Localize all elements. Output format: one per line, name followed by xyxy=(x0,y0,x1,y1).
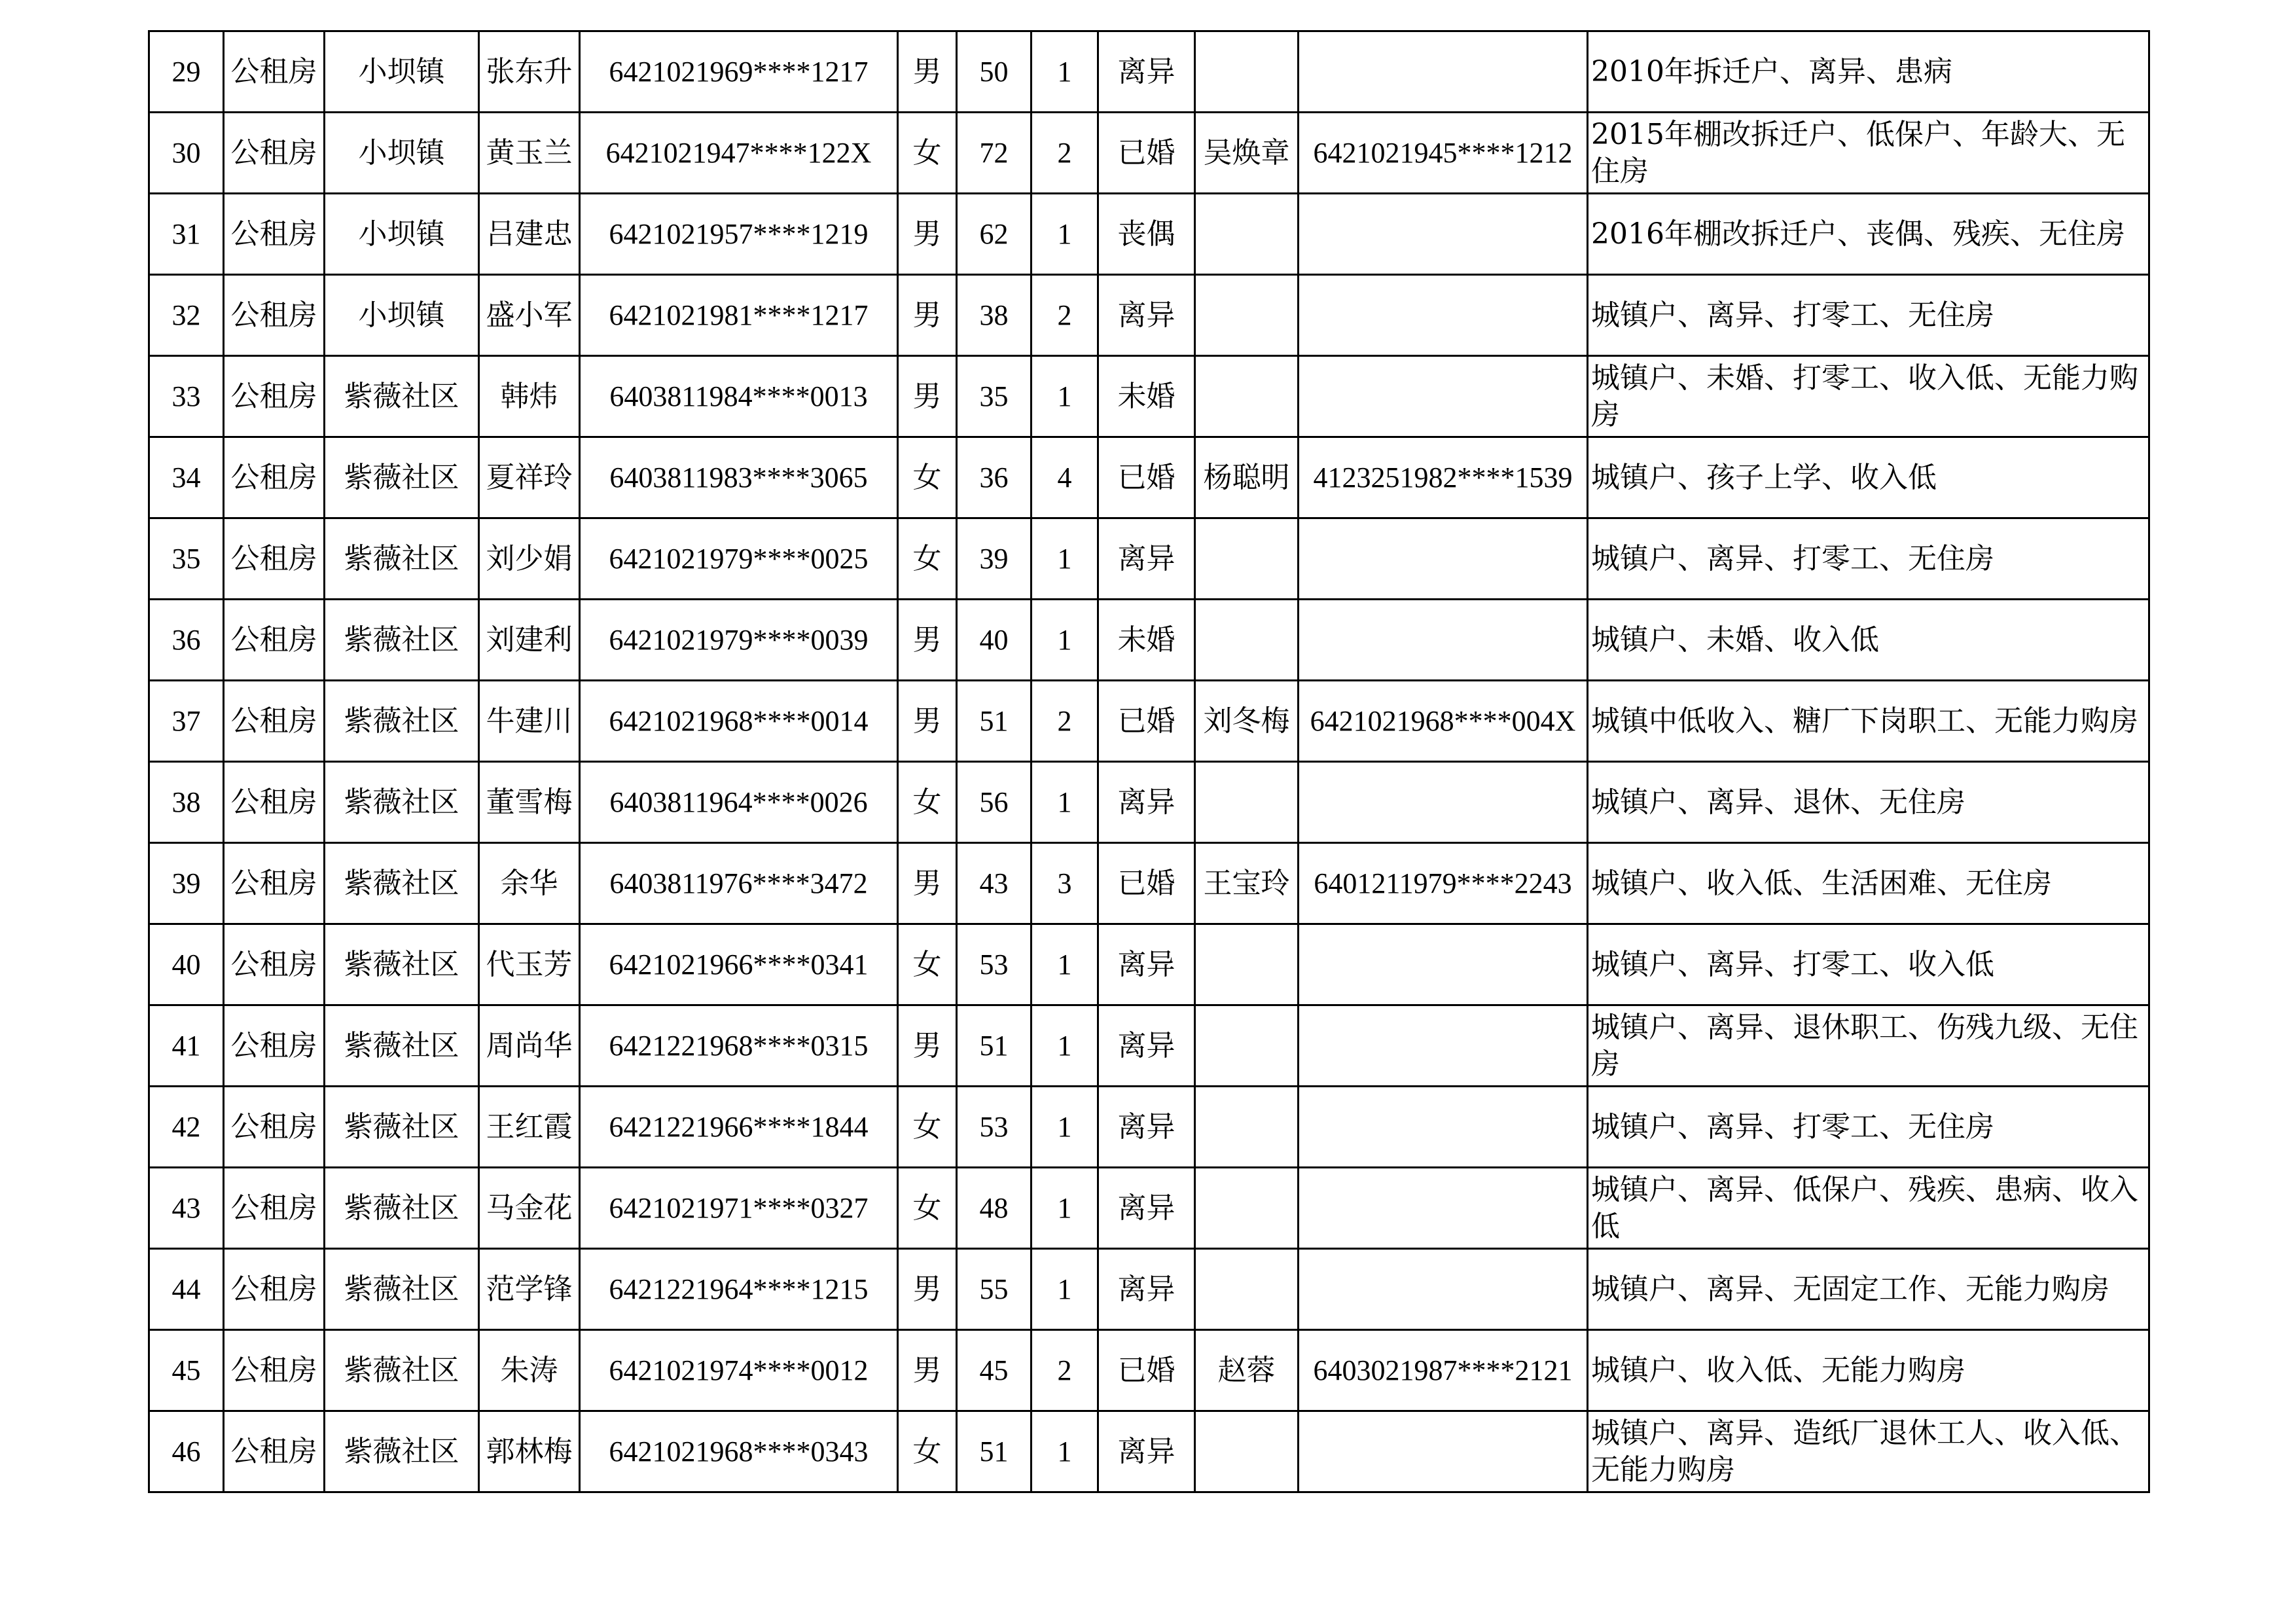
housing-type-cell: 公租房 xyxy=(224,113,325,194)
applicant-id-cell: 6421021971****0327 xyxy=(580,1168,898,1249)
housing-type-cell: 公租房 xyxy=(224,1087,325,1168)
gender-cell: 男 xyxy=(898,275,957,356)
row-number-cell: 30 xyxy=(149,113,224,194)
spouse-id-cell xyxy=(1299,31,1588,113)
applicant-id-cell: 6421021979****0039 xyxy=(580,600,898,681)
spouse-id-cell: 6401211979****2243 xyxy=(1299,843,1588,924)
table-row xyxy=(149,1249,2149,1330)
row-number-cell: 33 xyxy=(149,356,224,437)
household-size-cell: 1 xyxy=(1031,1411,1098,1492)
spouse-id-cell: 4123251982****1539 xyxy=(1299,437,1588,518)
remarks-cell: 城镇户、孩子上学、收入低 xyxy=(1588,437,2149,518)
gender-cell: 男 xyxy=(898,1330,957,1411)
gender-cell: 男 xyxy=(898,843,957,924)
age-cell: 56 xyxy=(957,762,1031,843)
applicant-id-cell: 6403811983****3065 xyxy=(580,437,898,518)
table-row xyxy=(149,600,2149,681)
applicant-name-cell: 王红霞 xyxy=(479,1087,580,1168)
table-row xyxy=(149,1411,2149,1492)
household-size-cell: 1 xyxy=(1031,1168,1098,1249)
applicant-id-cell: 6421221964****1215 xyxy=(580,1249,898,1330)
applicant-id-cell: 6421021974****0012 xyxy=(580,1330,898,1411)
applicant-name-cell: 马金花 xyxy=(479,1168,580,1249)
row-number-cell: 34 xyxy=(149,437,224,518)
spouse-name-cell xyxy=(1195,31,1299,113)
age-cell: 53 xyxy=(957,924,1031,1005)
area-cell: 紫薇社区 xyxy=(325,1411,479,1492)
household-size-cell: 1 xyxy=(1031,356,1098,437)
remarks-cell: 2015年棚改拆迁户、低保户、年龄大、无住房 xyxy=(1588,113,2149,194)
area-cell: 小坝镇 xyxy=(325,113,479,194)
table-row xyxy=(149,1005,2149,1087)
housing-type-cell: 公租房 xyxy=(224,1168,325,1249)
housing-type-cell: 公租房 xyxy=(224,681,325,762)
table-row xyxy=(149,31,2149,113)
remarks-cell: 城镇户、离异、退休职工、伤残九级、无住房 xyxy=(1588,1005,2149,1087)
marital-status-cell: 丧偶 xyxy=(1098,194,1195,275)
applicant-name-cell: 张东升 xyxy=(479,31,580,113)
table-row xyxy=(149,356,2149,437)
area-cell: 小坝镇 xyxy=(325,194,479,275)
household-size-cell: 1 xyxy=(1031,518,1098,600)
applicant-id-cell: 6421021968****0343 xyxy=(580,1411,898,1492)
gender-cell: 女 xyxy=(898,1087,957,1168)
remarks-cell: 城镇户、离异、造纸厂退休工人、收入低、无能力购房 xyxy=(1588,1411,2149,1492)
gender-cell: 男 xyxy=(898,194,957,275)
row-number-cell: 41 xyxy=(149,1005,224,1087)
gender-cell: 女 xyxy=(898,924,957,1005)
marital-status-cell: 已婚 xyxy=(1098,113,1195,194)
household-size-cell: 1 xyxy=(1031,600,1098,681)
household-size-cell: 2 xyxy=(1031,681,1098,762)
marital-status-cell: 已婚 xyxy=(1098,681,1195,762)
table-row xyxy=(149,1330,2149,1411)
applicant-id-cell: 6421021947****122X xyxy=(580,113,898,194)
row-number-cell: 44 xyxy=(149,1249,224,1330)
marital-status-cell: 离异 xyxy=(1098,924,1195,1005)
spouse-id-cell xyxy=(1299,1249,1588,1330)
household-size-cell: 1 xyxy=(1031,1005,1098,1087)
applicant-id-cell: 6421021969****1217 xyxy=(580,31,898,113)
gender-cell: 男 xyxy=(898,1005,957,1087)
gender-cell: 男 xyxy=(898,600,957,681)
household-size-cell: 1 xyxy=(1031,194,1098,275)
household-size-cell: 1 xyxy=(1031,1087,1098,1168)
table-row xyxy=(149,275,2149,356)
marital-status-cell: 离异 xyxy=(1098,275,1195,356)
row-number-cell: 45 xyxy=(149,1330,224,1411)
marital-status-cell: 离异 xyxy=(1098,1168,1195,1249)
housing-type-cell: 公租房 xyxy=(224,1411,325,1492)
remarks-cell: 城镇中低收入、糖厂下岗职工、无能力购房 xyxy=(1588,681,2149,762)
gender-cell: 男 xyxy=(898,356,957,437)
remarks-cell: 城镇户、收入低、无能力购房 xyxy=(1588,1330,2149,1411)
area-cell: 紫薇社区 xyxy=(325,518,479,600)
remarks-cell: 城镇户、离异、退休、无住房 xyxy=(1588,762,2149,843)
gender-cell: 女 xyxy=(898,437,957,518)
housing-type-cell: 公租房 xyxy=(224,1330,325,1411)
row-number-cell: 40 xyxy=(149,924,224,1005)
marital-status-cell: 离异 xyxy=(1098,1411,1195,1492)
applicant-id-cell: 6421021981****1217 xyxy=(580,275,898,356)
applicant-name-cell: 代玉芳 xyxy=(479,924,580,1005)
age-cell: 55 xyxy=(957,1249,1031,1330)
spouse-id-cell xyxy=(1299,1005,1588,1087)
age-cell: 45 xyxy=(957,1330,1031,1411)
household-size-cell: 2 xyxy=(1031,113,1098,194)
gender-cell: 女 xyxy=(898,518,957,600)
applicant-name-cell: 董雪梅 xyxy=(479,762,580,843)
applicant-name-cell: 黄玉兰 xyxy=(479,113,580,194)
area-cell: 紫薇社区 xyxy=(325,356,479,437)
applicant-id-cell: 6421021966****0341 xyxy=(580,924,898,1005)
gender-cell: 男 xyxy=(898,1249,957,1330)
household-size-cell: 2 xyxy=(1031,275,1098,356)
remarks-cell: 城镇户、收入低、生活困难、无住房 xyxy=(1588,843,2149,924)
applicant-id-cell: 6403811976****3472 xyxy=(580,843,898,924)
applicant-name-cell: 牛建川 xyxy=(479,681,580,762)
household-size-cell: 1 xyxy=(1031,31,1098,113)
spouse-name-cell xyxy=(1195,1087,1299,1168)
applicant-name-cell: 周尚华 xyxy=(479,1005,580,1087)
marital-status-cell: 未婚 xyxy=(1098,356,1195,437)
household-size-cell: 3 xyxy=(1031,843,1098,924)
table-row xyxy=(149,1168,2149,1249)
applicant-name-cell: 韩炜 xyxy=(479,356,580,437)
table-row xyxy=(149,843,2149,924)
spouse-name-cell xyxy=(1195,924,1299,1005)
age-cell: 51 xyxy=(957,1005,1031,1087)
spouse-id-cell: 6403021987****2121 xyxy=(1299,1330,1588,1411)
applicant-id-cell: 6403811964****0026 xyxy=(580,762,898,843)
housing-type-cell: 公租房 xyxy=(224,843,325,924)
table-row xyxy=(149,681,2149,762)
applicant-table xyxy=(148,30,2150,1493)
spouse-name-cell xyxy=(1195,275,1299,356)
marital-status-cell: 未婚 xyxy=(1098,600,1195,681)
household-size-cell: 4 xyxy=(1031,437,1098,518)
row-number-cell: 35 xyxy=(149,518,224,600)
spouse-id-cell xyxy=(1299,518,1588,600)
age-cell: 35 xyxy=(957,356,1031,437)
area-cell: 紫薇社区 xyxy=(325,1087,479,1168)
marital-status-cell: 已婚 xyxy=(1098,843,1195,924)
household-size-cell: 1 xyxy=(1031,924,1098,1005)
housing-type-cell: 公租房 xyxy=(224,356,325,437)
age-cell: 39 xyxy=(957,518,1031,600)
row-number-cell: 37 xyxy=(149,681,224,762)
area-cell: 小坝镇 xyxy=(325,31,479,113)
applicant-id-cell: 6421221966****1844 xyxy=(580,1087,898,1168)
marital-status-cell: 离异 xyxy=(1098,1249,1195,1330)
area-cell: 紫薇社区 xyxy=(325,762,479,843)
age-cell: 50 xyxy=(957,31,1031,113)
marital-status-cell: 离异 xyxy=(1098,762,1195,843)
marital-status-cell: 离异 xyxy=(1098,518,1195,600)
spouse-name-cell xyxy=(1195,600,1299,681)
row-number-cell: 32 xyxy=(149,275,224,356)
applicant-id-cell: 6421021979****0025 xyxy=(580,518,898,600)
age-cell: 38 xyxy=(957,275,1031,356)
marital-status-cell: 离异 xyxy=(1098,31,1195,113)
area-cell: 紫薇社区 xyxy=(325,843,479,924)
area-cell: 紫薇社区 xyxy=(325,1249,479,1330)
housing-type-cell: 公租房 xyxy=(224,600,325,681)
applicant-name-cell: 朱涛 xyxy=(479,1330,580,1411)
spouse-id-cell xyxy=(1299,275,1588,356)
remarks-cell: 城镇户、离异、打零工、无住房 xyxy=(1588,275,2149,356)
row-number-cell: 36 xyxy=(149,600,224,681)
row-number-cell: 39 xyxy=(149,843,224,924)
area-cell: 紫薇社区 xyxy=(325,924,479,1005)
applicant-name-cell: 范学锋 xyxy=(479,1249,580,1330)
spouse-id-cell xyxy=(1299,194,1588,275)
table-row xyxy=(149,518,2149,600)
table-row xyxy=(149,113,2149,194)
age-cell: 43 xyxy=(957,843,1031,924)
area-cell: 紫薇社区 xyxy=(325,437,479,518)
remarks-cell: 城镇户、离异、打零工、收入低 xyxy=(1588,924,2149,1005)
spouse-id-cell: 6421021968****004X xyxy=(1299,681,1588,762)
age-cell: 53 xyxy=(957,1087,1031,1168)
remarks-cell: 城镇户、未婚、收入低 xyxy=(1588,600,2149,681)
age-cell: 51 xyxy=(957,1411,1031,1492)
spouse-name-cell xyxy=(1195,518,1299,600)
spouse-id-cell xyxy=(1299,1411,1588,1492)
age-cell: 62 xyxy=(957,194,1031,275)
gender-cell: 男 xyxy=(898,31,957,113)
housing-type-cell: 公租房 xyxy=(224,1005,325,1087)
remarks-cell: 2016年棚改拆迁户、丧偶、残疾、无住房 xyxy=(1588,194,2149,275)
row-number-cell: 46 xyxy=(149,1411,224,1492)
gender-cell: 女 xyxy=(898,1411,957,1492)
spouse-name-cell xyxy=(1195,762,1299,843)
spouse-id-cell: 6421021945****1212 xyxy=(1299,113,1588,194)
housing-type-cell: 公租房 xyxy=(224,762,325,843)
housing-type-cell: 公租房 xyxy=(224,1249,325,1330)
applicant-name-cell: 刘建利 xyxy=(479,600,580,681)
remarks-cell: 城镇户、离异、打零工、无住房 xyxy=(1588,1087,2149,1168)
marital-status-cell: 离异 xyxy=(1098,1005,1195,1087)
area-cell: 紫薇社区 xyxy=(325,1005,479,1087)
remarks-cell: 城镇户、离异、无固定工作、无能力购房 xyxy=(1588,1249,2149,1330)
table-body xyxy=(149,31,2149,1492)
spouse-name-cell: 吴焕章 xyxy=(1195,113,1299,194)
spouse-name-cell xyxy=(1195,356,1299,437)
spouse-name-cell xyxy=(1195,1411,1299,1492)
spouse-id-cell xyxy=(1299,1087,1588,1168)
applicant-id-cell: 6421221968****0315 xyxy=(580,1005,898,1087)
row-number-cell: 42 xyxy=(149,1087,224,1168)
spouse-name-cell xyxy=(1195,194,1299,275)
spouse-name-cell xyxy=(1195,1005,1299,1087)
remarks-cell: 2010年拆迁户、离异、患病 xyxy=(1588,31,2149,113)
applicant-id-cell: 6421021968****0014 xyxy=(580,681,898,762)
applicant-name-cell: 夏祥玲 xyxy=(479,437,580,518)
housing-type-cell: 公租房 xyxy=(224,924,325,1005)
age-cell: 48 xyxy=(957,1168,1031,1249)
row-number-cell: 31 xyxy=(149,194,224,275)
housing-type-cell: 公租房 xyxy=(224,275,325,356)
age-cell: 72 xyxy=(957,113,1031,194)
marital-status-cell: 离异 xyxy=(1098,1087,1195,1168)
remarks-cell: 城镇户、离异、打零工、无住房 xyxy=(1588,518,2149,600)
marital-status-cell: 已婚 xyxy=(1098,1330,1195,1411)
spouse-name-cell: 杨聪明 xyxy=(1195,437,1299,518)
gender-cell: 女 xyxy=(898,1168,957,1249)
applicant-name-cell: 盛小军 xyxy=(479,275,580,356)
area-cell: 小坝镇 xyxy=(325,275,479,356)
household-size-cell: 1 xyxy=(1031,762,1098,843)
marital-status-cell: 已婚 xyxy=(1098,437,1195,518)
applicant-id-cell: 6403811984****0013 xyxy=(580,356,898,437)
applicant-name-cell: 刘少娟 xyxy=(479,518,580,600)
spouse-name-cell: 赵蓉 xyxy=(1195,1330,1299,1411)
row-number-cell: 38 xyxy=(149,762,224,843)
age-cell: 51 xyxy=(957,681,1031,762)
table-row xyxy=(149,437,2149,518)
applicant-name-cell: 郭林梅 xyxy=(479,1411,580,1492)
household-size-cell: 1 xyxy=(1031,1249,1098,1330)
gender-cell: 男 xyxy=(898,681,957,762)
age-cell: 36 xyxy=(957,437,1031,518)
table-row xyxy=(149,924,2149,1005)
applicant-id-cell: 6421021957****1219 xyxy=(580,194,898,275)
table-row xyxy=(149,1087,2149,1168)
spouse-id-cell xyxy=(1299,356,1588,437)
spouse-id-cell xyxy=(1299,1168,1588,1249)
age-cell: 40 xyxy=(957,600,1031,681)
table-row xyxy=(149,194,2149,275)
area-cell: 紫薇社区 xyxy=(325,681,479,762)
spouse-name-cell xyxy=(1195,1249,1299,1330)
spouse-id-cell xyxy=(1299,600,1588,681)
remarks-cell: 城镇户、离异、低保户、残疾、患病、收入低 xyxy=(1588,1168,2149,1249)
spouse-id-cell xyxy=(1299,762,1588,843)
remarks-cell: 城镇户、未婚、打零工、收入低、无能力购房 xyxy=(1588,356,2149,437)
household-size-cell: 2 xyxy=(1031,1330,1098,1411)
applicant-name-cell: 吕建忠 xyxy=(479,194,580,275)
row-number-cell: 43 xyxy=(149,1168,224,1249)
spouse-name-cell: 刘冬梅 xyxy=(1195,681,1299,762)
area-cell: 紫薇社区 xyxy=(325,1330,479,1411)
spouse-name-cell: 王宝玲 xyxy=(1195,843,1299,924)
area-cell: 紫薇社区 xyxy=(325,600,479,681)
gender-cell: 女 xyxy=(898,113,957,194)
row-number-cell: 29 xyxy=(149,31,224,113)
table-row xyxy=(149,762,2149,843)
housing-type-cell: 公租房 xyxy=(224,31,325,113)
applicant-name-cell: 余华 xyxy=(479,843,580,924)
spouse-id-cell xyxy=(1299,924,1588,1005)
area-cell: 紫薇社区 xyxy=(325,1168,479,1249)
spouse-name-cell xyxy=(1195,1168,1299,1249)
gender-cell: 女 xyxy=(898,762,957,843)
housing-type-cell: 公租房 xyxy=(224,194,325,275)
housing-type-cell: 公租房 xyxy=(224,437,325,518)
housing-type-cell: 公租房 xyxy=(224,518,325,600)
